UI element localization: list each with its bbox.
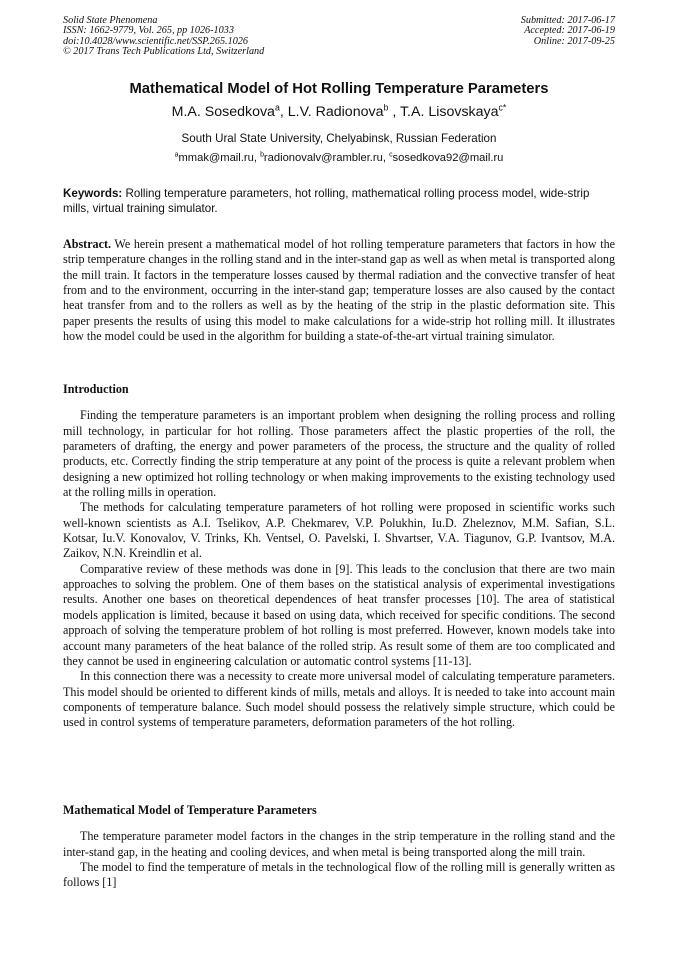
abstract-label: Abstract.: [63, 237, 112, 251]
introduction-section: [63, 382, 615, 731]
journal-copyright: © 2017 Trans Tech Publications Ltd, Switzerland: [63, 46, 265, 58]
journal-name: Solid State Phenomena: [63, 15, 158, 26]
paragraph: The model to find the temperature of metals in the technological flow of the rolling mill is generally written as follows [1]: [63, 860, 615, 890]
publication-dates: [521, 16, 615, 47]
paragraph: The temperature parameter model factors in the changes in the strip temperature in the rolling stand and the inter-stand gap, in the heating and cooling devices, and when metal is being transported along the mill train.: [63, 829, 615, 859]
abstract-text: We herein present a mathematical model of hot rolling temperature parameters that factors in how the strip temperature changes in the rolling stand and in the inter-stand gap as well as when metal is transported along the mill train. It factors in the temperature losses caused by thermal radiation and the convective transfer of heat from and to the environment, occurring in the inter-stand gap; temperature losses are also caused by the contact heat transfer from and to the rollers as well as by the heating of the strip in the plastic deformation site. This paper presents the results of using this model to make calculations for a wide-strip hot rolling mill. It illustrates how the model could be used in the algorithm for building a state-of-the-art virtual training simulator.: [63, 237, 615, 344]
author-name: M.A. Sosedkova: [171, 104, 275, 120]
online-date: Online: 2017-09-25: [533, 35, 615, 47]
introduction-heading: Introduction: [63, 382, 129, 396]
email-mark: b: [260, 151, 264, 159]
paragraph: The methods for calculating temperature parameters of hot rolling were proposed in scientific works such well-known scientists as A.I. Tselikov, A.P. Chekmarev, V.P. Polukhin, Iu.D. Zheleznov, M.M. Safian, S.L. Kotsar, Iu.V. Konovalov, V. Trinks, Kh. Ventsel, O. Pavelski, I. Shvartser, V.A. Tiagunov, G.P. Ivantsov, M.A. Zaikov, N.N. Kreindlin et al.: [63, 500, 615, 561]
email-address[interactable]: sosedkova92@mail.ru: [392, 152, 504, 164]
keywords-label: Keywords:: [63, 187, 123, 200]
model-heading: Mathematical Model of Temperature Parameters: [63, 803, 317, 817]
paragraph: Finding the temperature parameters is an important problem when designing the rolling process and rolling mill technology, in particular for hot rolling. Those parameters affect the plastic properties of the roll, the parameters of drafting, the energy and power parameters of the process, the structure and the quality of rolled products, etc. Correctly finding the strip temperature at any point of the process is quite a relevant problem when designing a new optimized hot rolling technology or when making improvements to the existing technology used at the rolling mills in operation.: [63, 408, 615, 500]
submitted-date: Submitted: 2017-06-17: [520, 15, 615, 26]
keywords-text: Rolling temperature parameters, hot rolling, mathematical rolling process model, wide-strip mills, virtual training simulator.: [63, 187, 590, 215]
abstract: [63, 237, 615, 344]
journal-info: [63, 16, 264, 58]
author-affil-mark: c*: [498, 102, 507, 113]
model-section: [63, 803, 615, 891]
author-separator: ,: [279, 104, 288, 120]
email-address[interactable]: mmak@mail.ru: [178, 152, 254, 164]
paragraph: Comparative review of these methods was done in [9]. This leads to the conclusion that there are two main approaches to solving the problem. One of them bases on the statistical analysis of experimental investigations results. Another one bases on theoretical dependences of heat transfer processes [10]. The area of statistical models application is limited, because it based on using data, which received for specific conditions. The second approach of solving the temperature problem of hot rolling is most preferred. However, known models take into account many parameters of the heat balance of the rolled strip. As result some of them are too complicated and they cannot be used in engineering calculation or automatic control systems [11-13].: [63, 561, 615, 668]
author-affil-mark: a: [274, 102, 280, 113]
email-address[interactable]: radionovalv@rambler.ru: [263, 152, 383, 164]
accepted-date: Accepted: 2017-06-19: [524, 25, 615, 37]
email-list: $^a$mmak@mail.ru, $^b$radionovalv@rambler.ru, $^c$sosedkova92@mail.ru: [174, 151, 504, 164]
author-name: L.V. Radionova: [287, 104, 384, 120]
journal-doi: doi:10.4028/www.scientific.net/SSP.265.1026: [63, 35, 248, 47]
affiliation: South Ural State University, Chelyabinsk, Russian Federation: [181, 132, 497, 145]
paragraph: In this connection there was a necessity to create more universal model of calculating temperature parameters. This model should be oriented to different kinds of mills, metals and alloys. It is needed to take into account main components of temperature balance. Such model should possess the relatively simple structure, which could be used in control systems of temperature parameters, deformation parameters of the hot rolling.: [63, 669, 615, 730]
email-mark: c: [389, 151, 393, 159]
author-list: [0, 104, 678, 120]
author-name: T.A. Lisovskaya: [399, 104, 499, 120]
email-mark: a: [174, 151, 179, 159]
author-affil-mark: b: [383, 102, 389, 113]
paper-title: Mathematical Model of Hot Rolling Temperature Parameters: [129, 81, 549, 97]
keywords: [63, 187, 615, 216]
journal-issn: ISSN: 1662-9779, Vol. 265, pp 1026-1033: [63, 25, 234, 37]
author-separator: ,: [388, 104, 400, 120]
